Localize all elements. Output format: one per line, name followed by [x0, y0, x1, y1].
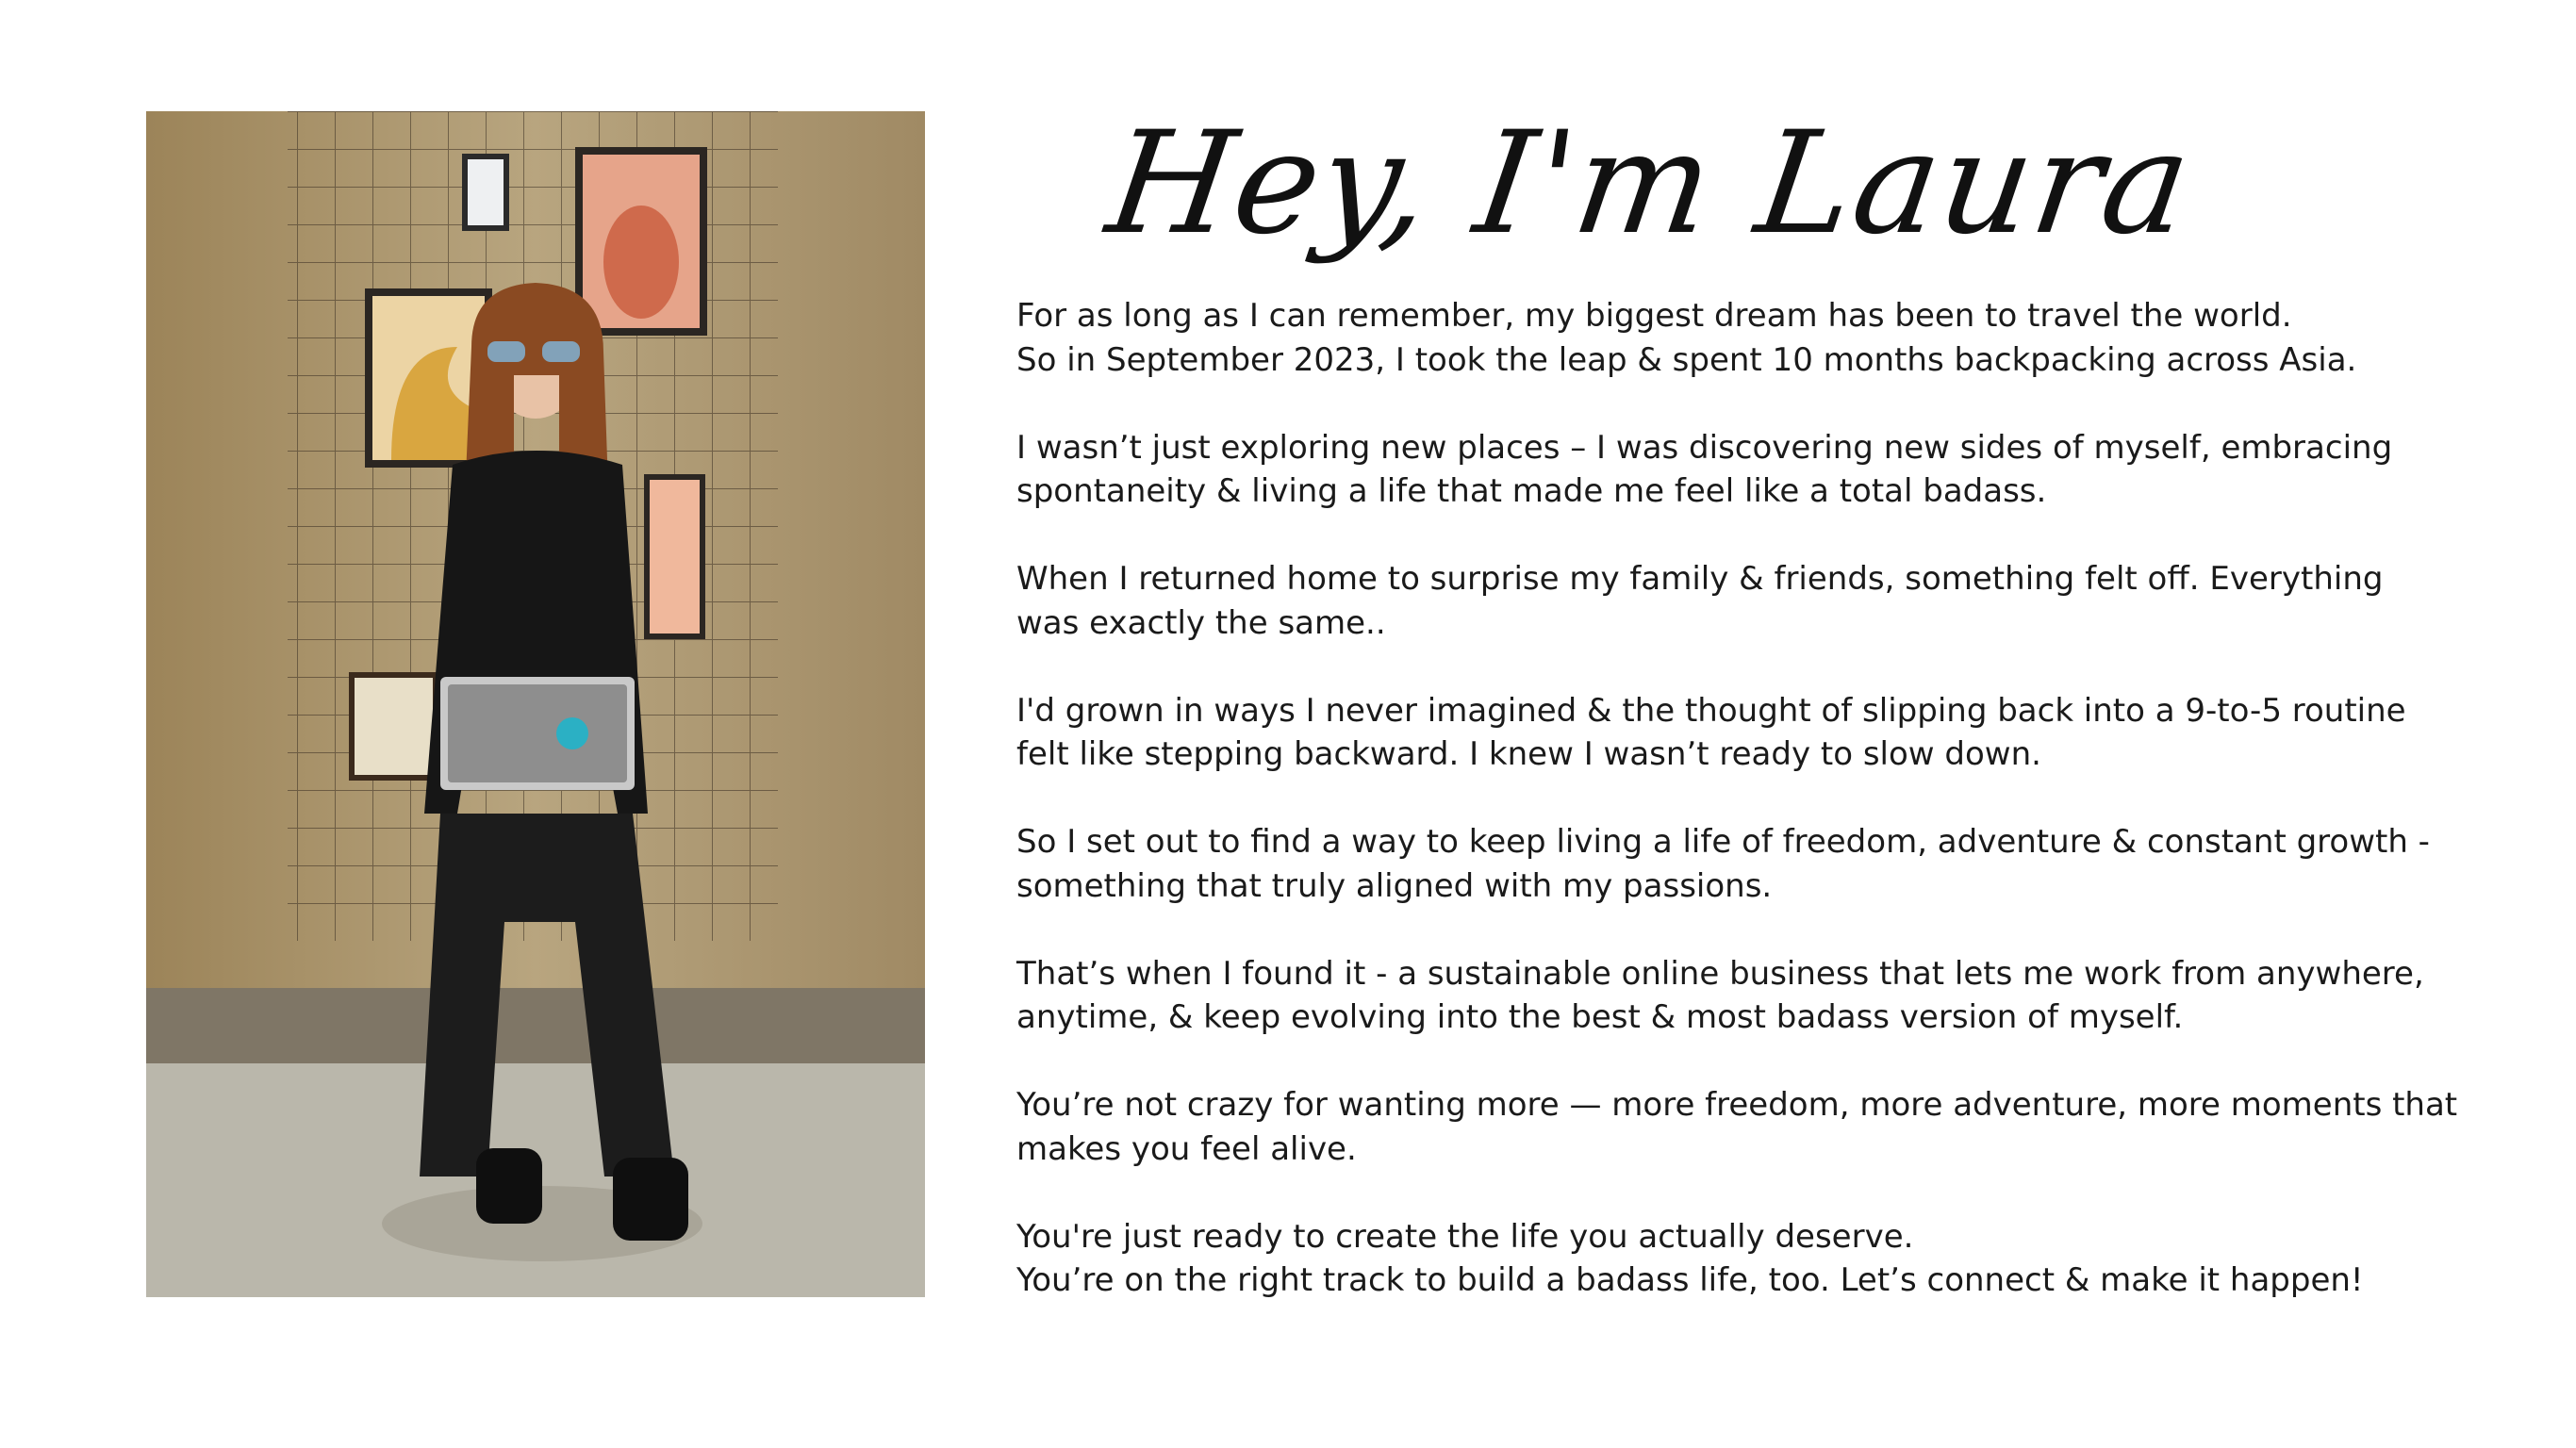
bio-line: When I returned home to surprise my family & friends, something felt off. Everything	[1016, 560, 2384, 598]
bio-paragraph	[1016, 294, 2535, 382]
bio-line: makes you feel alive.	[1016, 1129, 1357, 1168]
bio-paragraph	[1016, 820, 2535, 908]
bio-line: For as long as I can remember, my biggest dream has been to travel the world.	[1016, 297, 2292, 335]
bio-line: You’re not crazy for wanting more — more freedom, more adventure, more moments that	[1016, 1086, 2458, 1124]
portrait-photo	[146, 111, 925, 1297]
bio-line: spontaneity & living a life that made me feel like a total badass.	[1016, 472, 2047, 510]
bio-line: That’s when I found it - a sustainable online business that lets me work from anywhere,	[1016, 954, 2424, 993]
bio-line: You’re on the right track to build a badass life, too. Let’s connect & make it happen!	[1016, 1261, 2364, 1299]
bio-paragraph	[1016, 952, 2535, 1040]
bio-paragraph	[1016, 689, 2535, 777]
bio-paragraph	[1016, 426, 2535, 514]
bio-paragraph	[1016, 1215, 2535, 1303]
bio-line: You're just ready to create the life you actually deserve.	[1016, 1217, 1914, 1256]
bio-line: So I set out to find a way to keep living a life of freedom, adventure & constant growth -	[1016, 823, 2430, 861]
bio-line: was exactly the same..	[1016, 603, 1386, 642]
bio-line: something that truly aligned with my passions.	[1016, 866, 1773, 905]
bio-line: I'd grown in ways I never imagined & the thought of slipping back into a 9-to-5 routine	[1016, 691, 2406, 730]
bio-line: felt like stepping backward. I knew I wasn’t ready to slow down.	[1016, 735, 2041, 773]
bio-line: anytime, & keep evolving into the best & most badass version of myself.	[1016, 998, 2184, 1036]
bio-paragraph	[1016, 557, 2535, 645]
page-title: Hey, I'm Laura	[1098, 102, 2202, 266]
bio-paragraph	[1016, 1083, 2535, 1171]
portrait-photo-illustration	[146, 111, 925, 1297]
bio-text	[1016, 294, 2535, 1303]
bio-line: So in September 2023, I took the leap & spent 10 months backpacking across Asia.	[1016, 340, 2357, 379]
bio-line: I wasn’t just exploring new places – I was discovering new sides of myself, embracing	[1016, 428, 2393, 467]
